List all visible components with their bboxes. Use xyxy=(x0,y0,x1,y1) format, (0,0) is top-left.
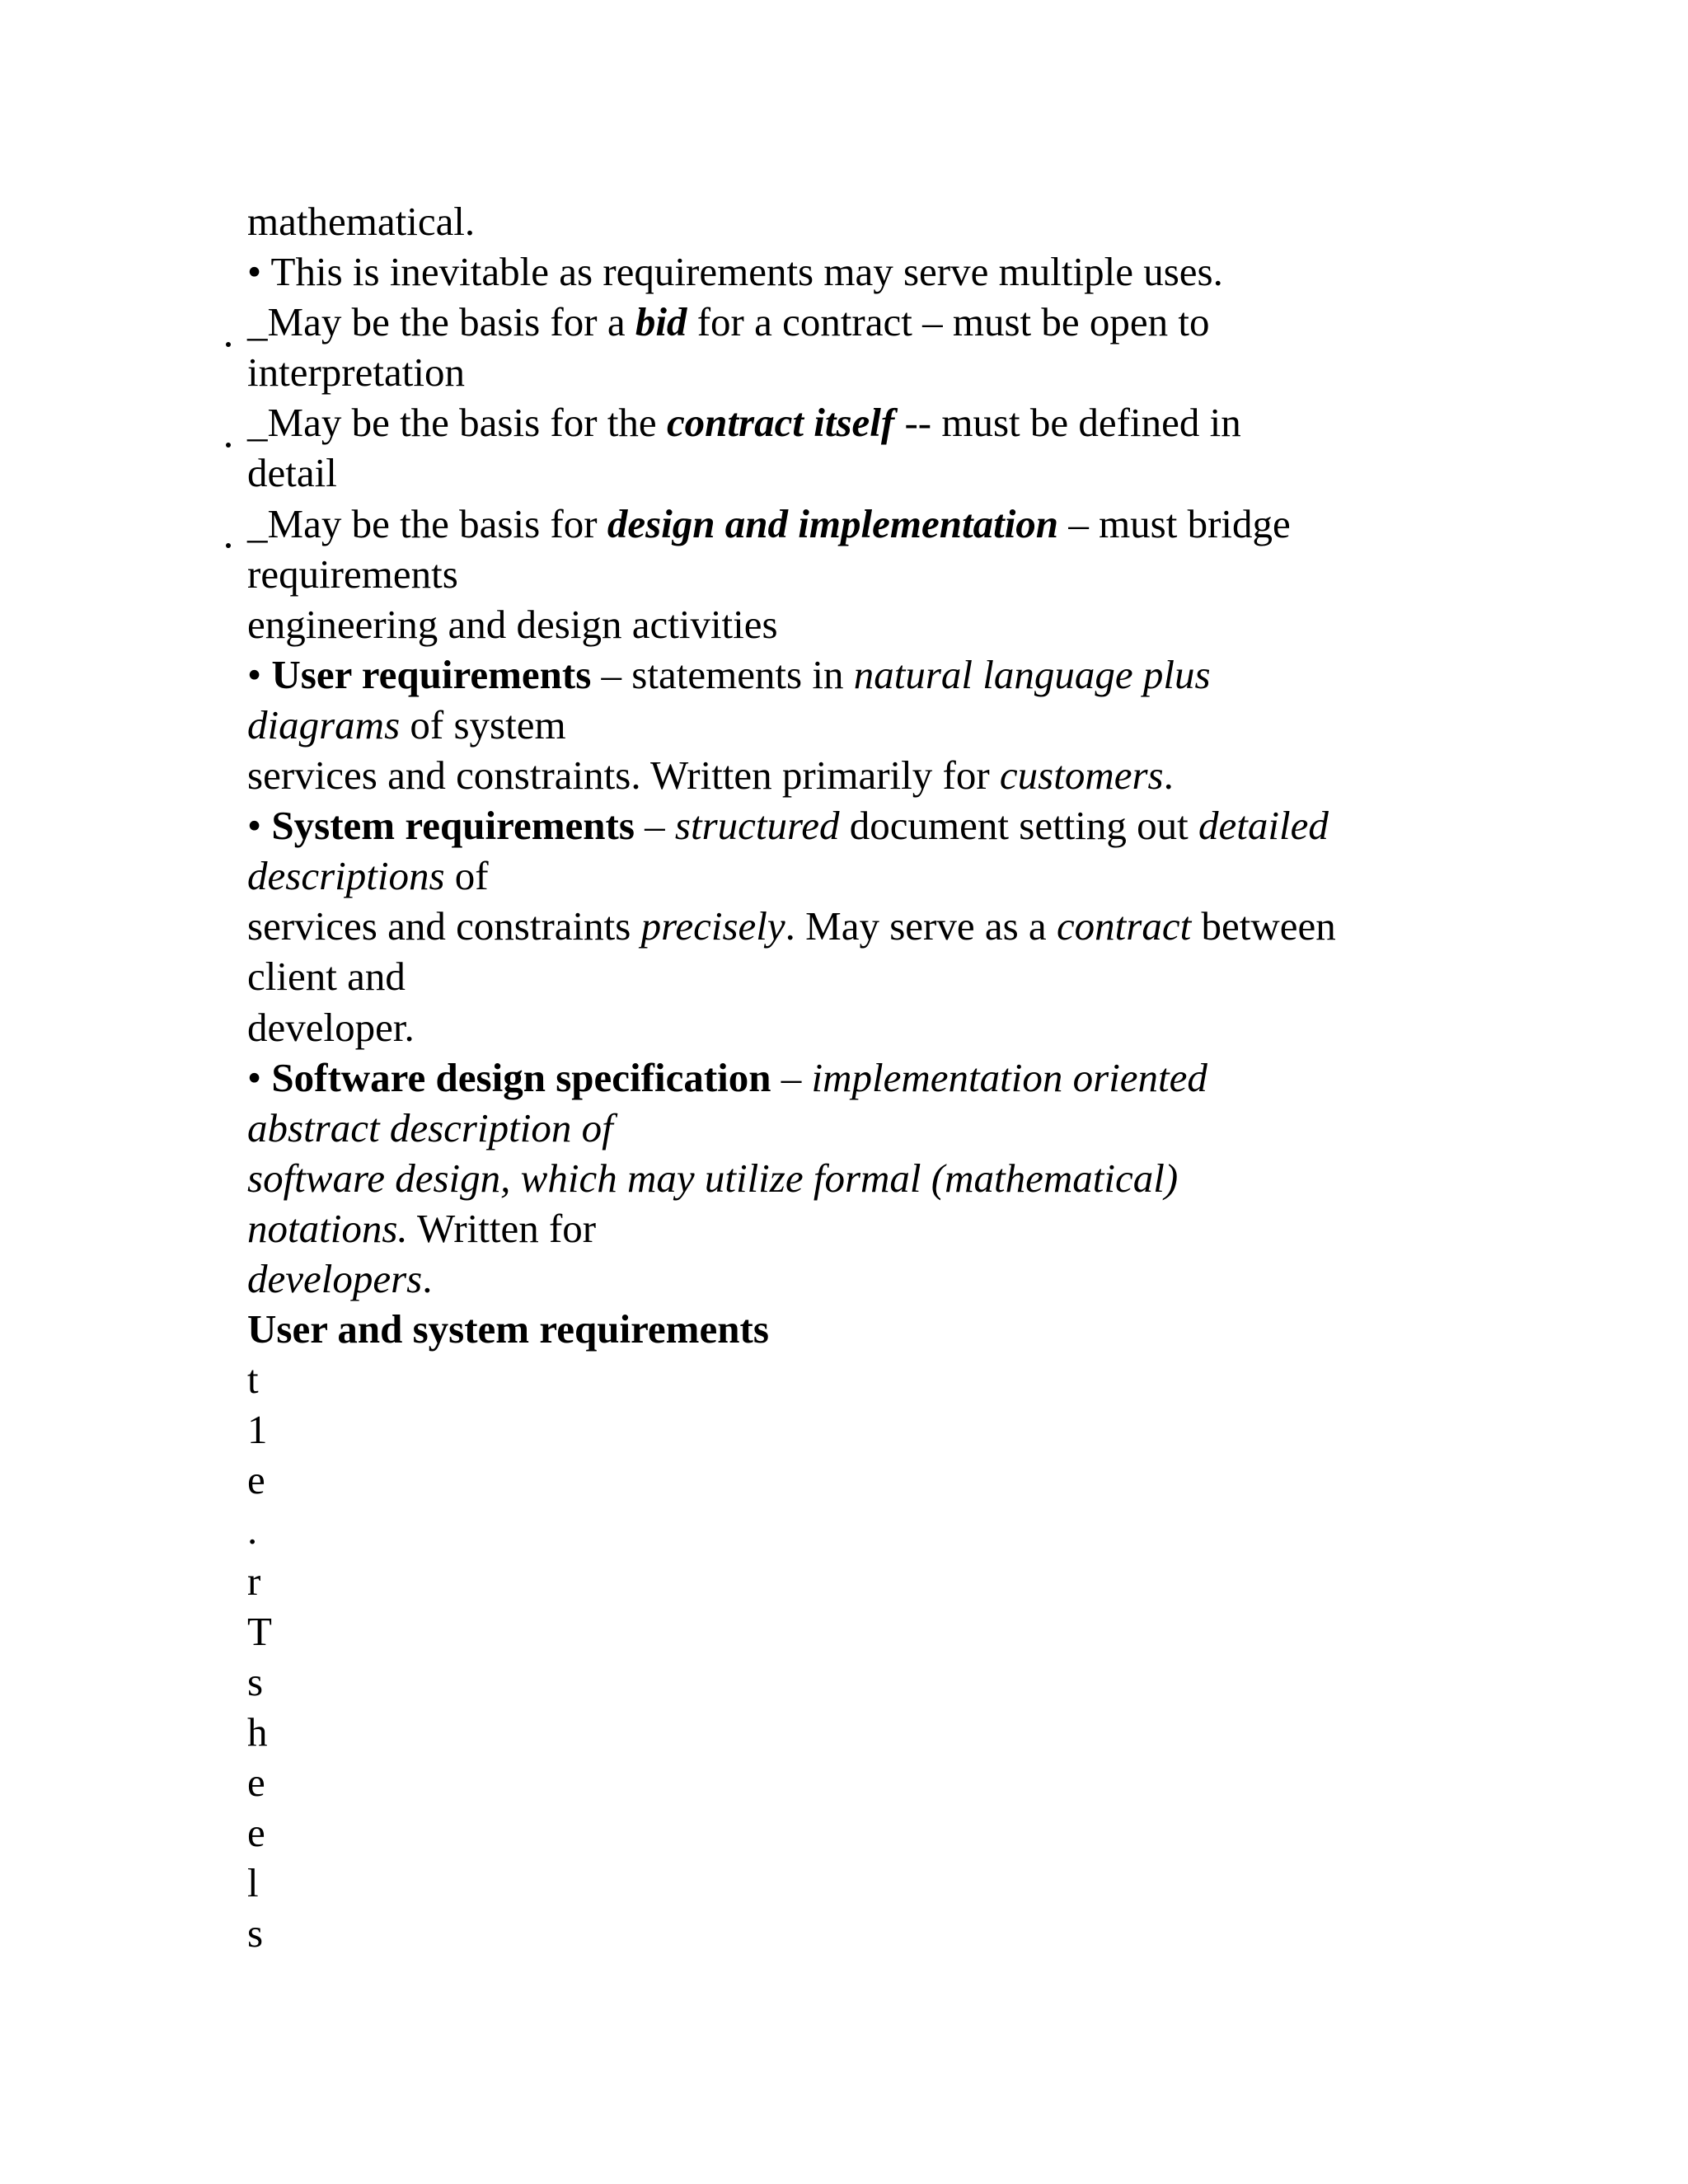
text-line xyxy=(247,750,1467,800)
text-line xyxy=(247,1807,1467,1858)
text-segment: of system xyxy=(400,701,566,748)
text-line xyxy=(247,1103,1467,1153)
text-line xyxy=(247,397,1467,448)
text-segment: design and implementation xyxy=(607,500,1059,546)
text-segment: – xyxy=(634,803,675,849)
text-line xyxy=(247,649,1467,700)
text-segment: engineering and design activities xyxy=(247,601,778,647)
text-segment: _May be the basis for xyxy=(247,500,607,546)
text-segment: h xyxy=(247,1708,268,1755)
text-line xyxy=(247,901,1467,951)
text-segment: r xyxy=(247,1558,261,1604)
text-line xyxy=(247,1002,1467,1052)
text-segment: between xyxy=(1191,903,1336,949)
text-line xyxy=(247,1455,1467,1505)
text-segment: requirements xyxy=(247,551,458,597)
text-segment: -- must be defined in xyxy=(894,400,1241,446)
text-segment: document setting out xyxy=(839,803,1199,849)
text-segment: 1 xyxy=(247,1407,268,1453)
text-segment: . xyxy=(1163,752,1174,799)
document-body xyxy=(247,196,1467,1958)
text-segment: for a contract – must be open to xyxy=(687,299,1210,345)
text-segment: notations. xyxy=(247,1205,408,1251)
text-line xyxy=(247,800,1467,851)
text-segment: client and xyxy=(247,954,406,1000)
text-line xyxy=(247,347,1467,397)
text-segment: • xyxy=(247,651,272,697)
bullet-dot-3 xyxy=(226,543,231,548)
text-segment: t xyxy=(247,1357,259,1403)
text-segment: of xyxy=(444,853,489,899)
text-segment: . xyxy=(422,1255,433,1301)
text-segment: software design, which may utilize formal (mathematical) xyxy=(247,1155,1179,1201)
text-segment: natural language plus xyxy=(853,651,1211,697)
text-segment: _May be the basis for a xyxy=(247,299,635,345)
text-line xyxy=(247,448,1467,498)
text-segment: e xyxy=(247,1759,265,1805)
text-line xyxy=(247,1606,1467,1657)
text-line xyxy=(247,499,1467,549)
text-line xyxy=(247,1757,1467,1807)
text-segment: developer. xyxy=(247,1004,415,1050)
text-segment: services and constraints. Written primarily for xyxy=(247,752,1000,799)
text-segment: contract xyxy=(1056,903,1192,949)
text-line xyxy=(247,1203,1467,1254)
text-segment: _May be the basis for the xyxy=(247,400,667,446)
text-segment: detail xyxy=(247,450,337,496)
text-line xyxy=(247,1707,1467,1757)
bullet-dot-2 xyxy=(226,443,231,448)
text-segment: • xyxy=(247,803,272,849)
text-segment: contract itself xyxy=(666,400,895,446)
text-line xyxy=(247,599,1467,649)
text-segment: • xyxy=(247,1054,272,1100)
text-segment: implementation oriented xyxy=(811,1054,1207,1100)
text-segment: developers xyxy=(247,1255,423,1301)
text-line xyxy=(247,549,1467,599)
text-line xyxy=(247,1153,1467,1203)
text-line xyxy=(247,1254,1467,1304)
text-segment: User and system requirements xyxy=(247,1306,769,1352)
text-line xyxy=(247,246,1467,297)
text-line xyxy=(247,951,1467,1001)
text-segment: . xyxy=(247,1507,258,1554)
text-segment: bid xyxy=(635,299,687,345)
text-segment: Written for xyxy=(407,1205,597,1251)
bullet-dot-1 xyxy=(226,342,231,347)
text-segment: descriptions xyxy=(247,853,445,899)
text-segment: interpretation xyxy=(247,349,465,396)
text-segment: mathematical. xyxy=(247,199,476,244)
text-segment: diagrams xyxy=(247,701,401,748)
text-segment: abstract description of xyxy=(247,1104,613,1151)
text-line xyxy=(247,297,1467,347)
text-line xyxy=(247,700,1467,750)
text-segment: customers xyxy=(999,752,1164,799)
text-segment: e xyxy=(247,1810,265,1855)
text-line xyxy=(247,1657,1467,1707)
text-line xyxy=(247,1354,1467,1404)
text-segment: Software design specification xyxy=(271,1054,771,1100)
text-segment: services and constraints xyxy=(247,903,641,949)
text-segment: . May serve as a xyxy=(785,903,1057,949)
text-segment: • This is inevitable as requirements may serve multiple uses. xyxy=(247,249,1223,295)
text-segment: e xyxy=(247,1457,265,1503)
text-segment: s xyxy=(247,1658,264,1704)
text-segment: structured xyxy=(674,803,840,849)
text-line xyxy=(247,1404,1467,1455)
text-line xyxy=(247,1304,1467,1354)
text-segment: User requirements xyxy=(271,651,592,697)
text-line xyxy=(247,1052,1467,1103)
text-segment: T xyxy=(247,1608,272,1654)
text-segment: precisely xyxy=(640,903,785,949)
text-line xyxy=(247,196,1467,246)
text-segment: detailed xyxy=(1198,803,1329,849)
text-line xyxy=(247,1505,1467,1555)
text-line xyxy=(247,1908,1467,1958)
text-segment: – statements in xyxy=(591,651,854,697)
text-line xyxy=(247,1858,1467,1908)
text-line xyxy=(247,1556,1467,1606)
text-segment: l xyxy=(247,1860,259,1906)
text-segment: – xyxy=(771,1054,812,1100)
text-line xyxy=(247,851,1467,901)
text-segment: System requirements xyxy=(271,803,635,849)
text-segment: s xyxy=(247,1910,264,1957)
text-segment: – must bridge xyxy=(1058,500,1291,546)
